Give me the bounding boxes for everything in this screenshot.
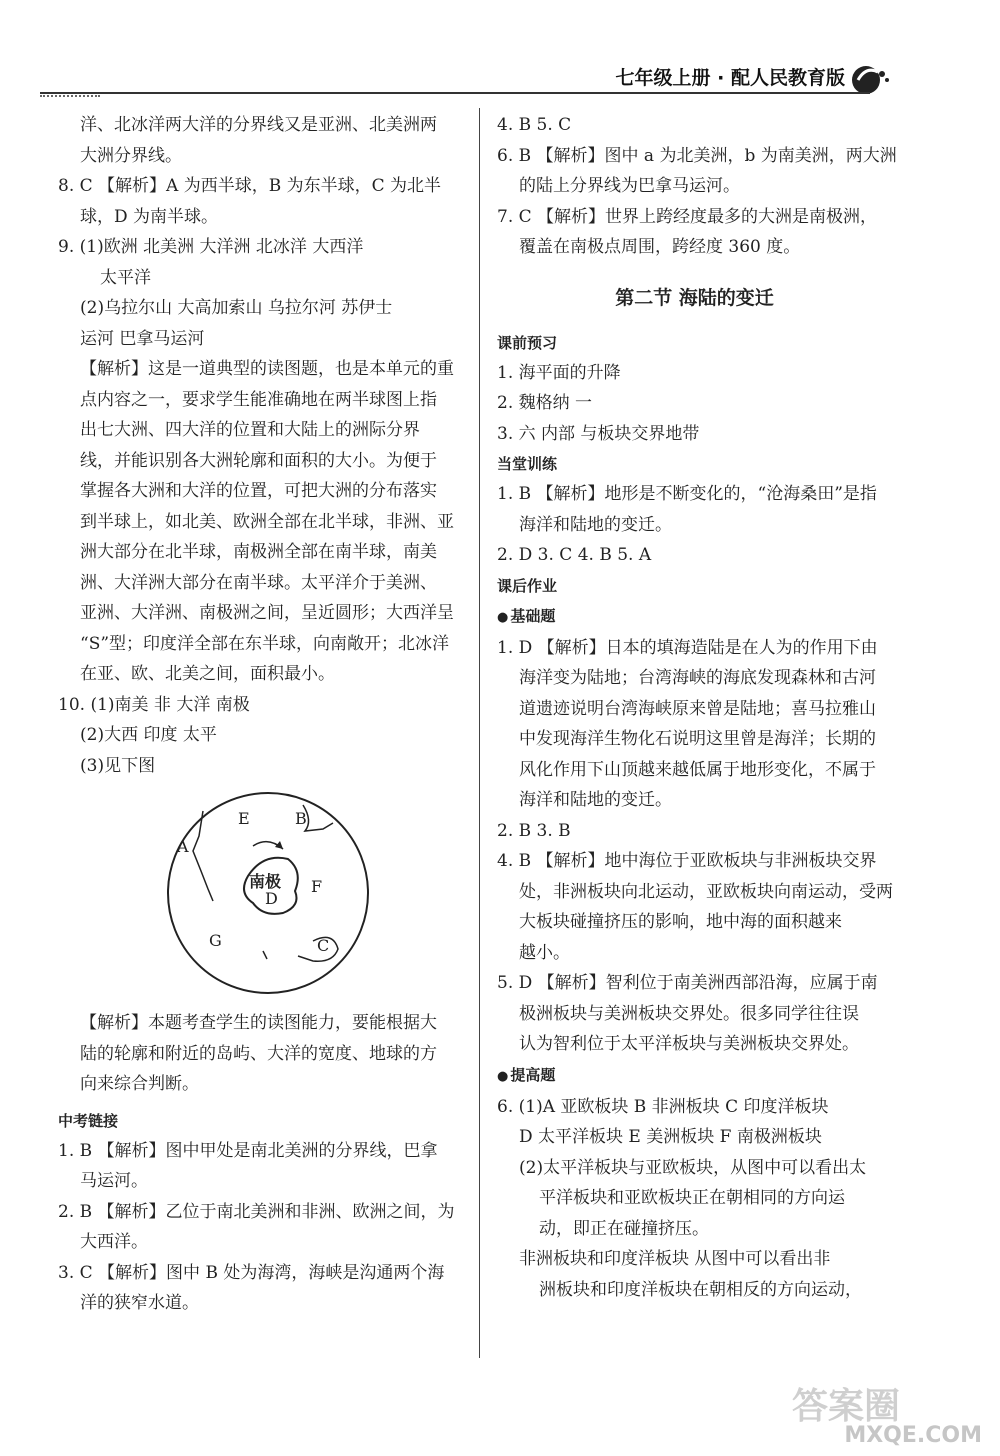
analysis-line: “S”型；印度洋全部在东半球，向南敞开；北冰洋 (80, 633, 450, 654)
analysis-line: 线，并能识别各大洲轮廓和面积的大小。为便于 (80, 450, 437, 471)
header-rule (40, 92, 870, 94)
text-line: 马运河。 (80, 1171, 148, 1191)
analysis-line: 出七大洲、四大洋的位置和大陆上的洲际分界 (80, 420, 420, 440)
analysis-line: 掌握各大洲和大洋的位置，可把大洲的分布落实 (80, 481, 437, 501)
text-line: 风化作用下山顶越来越低属于地形变化，不属于 (519, 759, 876, 780)
text-line: 大板块碰撞挤压的影响，地中海的面积越来 (519, 912, 842, 932)
figure-label-f: F (311, 877, 323, 896)
text-line: 大洲分界线。 (80, 145, 182, 166)
header-title: 七年级上册 · 配人民教育版 (615, 67, 845, 89)
text-line: (2)太平洋板块与亚欧板块，从图中可以看出太 (519, 1157, 867, 1178)
analysis-line: 陆的轮廓和附近的岛屿、大洋的宽度、地球的方 (80, 1043, 437, 1064)
preview-heading: 课前预习 (497, 333, 558, 352)
text-line: 极洲板块与美洲板块交界处。很多同学往往误 (519, 1003, 859, 1024)
analysis-line: 到半球上，如北美、欧洲全部在北半球，非洲、亚 (80, 511, 454, 532)
figure-label-c: C (317, 936, 330, 955)
analysis-line: 点内容之一，要求学生能准确地在两半球图上指 (80, 389, 437, 410)
homework-heading: 课后作业 (497, 576, 558, 595)
text-line: 道遗迹说明台湾海峡原来曾是陆地；喜马拉雅山 (519, 698, 876, 719)
text-line: 非洲板块和印度洋板块 从图中可以看出非 (519, 1249, 831, 1269)
text-line: 洲板块和印度洋板块在朝相反的方向运动， (539, 1279, 862, 1300)
basic-answer: 2. B 3. B (497, 820, 571, 841)
page-header (0, 0, 1000, 100)
preview-answer: 1. 海平面的升降 (497, 362, 621, 383)
text-line: 海洋和陆地的变迁。 (519, 790, 672, 810)
south-pole-map-figure (163, 791, 373, 996)
practice-answer: 1. B 【解析】地形是不断变化的，“沧海桑田”是指 (497, 484, 877, 504)
text-line: 的陆上分界线为巴拿马运河。 (519, 176, 740, 196)
text-line: 认为智利位于太平洋板块与美洲板块交界处。 (519, 1034, 859, 1054)
answer-8: 8. C 【解析】A 为西半球，B 为东半球，C 为北半 (58, 176, 442, 196)
text-line: 太平洋 (100, 267, 151, 288)
text-line: (2)乌拉尔山 大高加索山 乌拉尔河 苏伊士 (80, 298, 393, 318)
left-column (58, 110, 466, 1319)
analysis-line: 洲、大洋洲大部分在南半球。太平洋介于美洲、 (80, 572, 437, 593)
watermark (782, 1378, 982, 1448)
text-line: 动，即正在碰撞挤压。 (539, 1218, 709, 1239)
answer-9: 9. (1)欧洲 北美洲 大洋洲 北冰洋 大西洋 (58, 237, 364, 257)
text-line: 平洋板块和亚欧板块正在朝相同的方向运 (539, 1188, 845, 1208)
basic-answer: 1. D 【解析】日本的填海造陆是在人为的作用下由 (497, 637, 878, 658)
advanced-answer: 6. (1)A 亚欧板块 B 非洲板块 C 印度洋板块 (497, 1096, 829, 1117)
answer-10: 10. (1)南美 非 大洋 南极 (58, 694, 250, 715)
preview-answer: 2. 魏格纳 一 (497, 393, 593, 413)
figure-label-d: D (265, 889, 278, 908)
practice-answer: 2. D 3. C 4. B 5. A (497, 545, 652, 565)
text-line: 海洋变为陆地；台湾海峡的海底发现森林和古河 (519, 668, 876, 688)
text-line: 球，D 为南半球。 (80, 206, 219, 227)
zhongkao-answer: 3. C 【解析】图中 B 处为海湾，海峡是沟通两个海 (58, 1262, 445, 1283)
text-line: D 太平洋板块 E 美洲板块 F 南极洲板块 (519, 1127, 822, 1147)
text-line: 大西洋。 (80, 1232, 148, 1252)
watermark-cn: 答案圈 (792, 1386, 901, 1427)
column-divider (479, 108, 480, 1358)
analysis-line: 向来综合判断。 (80, 1074, 199, 1094)
text-line: 海洋和陆地的变迁。 (519, 514, 672, 535)
basic-heading: ● 基础题 (497, 601, 892, 633)
text-line: 洋的狭窄水道。 (80, 1293, 199, 1313)
text-line: 越小。 (519, 942, 570, 963)
text-line: (2)大西 印度 太平 (80, 725, 217, 745)
figure-label-south-pole: 南极 (249, 872, 282, 891)
right-column (497, 110, 897, 1305)
answer-line: 4. B 5. C (497, 115, 572, 135)
answer-line: 6. B 【解析】图中 a 为北美洲，b 为南美洲，两大洲 (497, 145, 897, 166)
text-line: 处，非洲板块向北运动，亚欧板块向南运动，受两 (519, 881, 893, 902)
analysis-line: 【解析】本题考查学生的读图能力，要能根据大 (80, 1013, 437, 1033)
advanced-heading: ● 提高题 (497, 1060, 892, 1092)
text-line: (3)见下图 (80, 755, 156, 776)
analysis-line: 洲大部分在北半球，南极洲全部在南半球，南美 (80, 542, 437, 562)
figure-label-b: B (295, 809, 307, 828)
basic-answer: 5. D 【解析】智利位于南美洲西部沿海，应属于南 (497, 973, 878, 993)
zhongkao-answer: 2. B 【解析】乙位于南北美洲和非洲、欧洲之间，为 (58, 1201, 455, 1222)
section-title: 第二节 海陆的变迁 (615, 286, 774, 309)
answer-line: 7. C 【解析】世界上跨经度最多的大洲是南极洲， (497, 206, 878, 227)
watermark-en: MXQE.COM (844, 1423, 982, 1448)
zhongkao-heading: 中考链接 (58, 1111, 119, 1130)
practice-heading: 当堂训练 (497, 455, 558, 473)
basic-answer: 4. B 【解析】地中海位于亚欧板块与非洲板块交界 (497, 851, 877, 871)
header-dots (40, 95, 100, 97)
text-line: 洋、北冰洋两大洋的分界线又是亚洲、北美洲两 (80, 115, 437, 135)
text-line: 运河 巴拿马运河 (80, 328, 205, 349)
zhongkao-answer: 1. B 【解析】图中甲处是南北美洲的分界线，巴拿 (58, 1140, 438, 1161)
figure-label-g: G (209, 931, 222, 950)
figure-label-e: E (238, 809, 250, 828)
text-line: 覆盖在南极点周围，跨经度 360 度。 (519, 237, 801, 257)
analysis-line: 在亚、欧、北美之间，面积最小。 (80, 664, 335, 684)
text-line: 中发现海洋生物化石说明这里曾是海洋；长期的 (519, 729, 876, 749)
analysis-line: 【解析】这是一道典型的读图题，也是本单元的重 (80, 359, 454, 379)
figure-label-a: A (177, 837, 189, 856)
analysis-line: 亚洲、大洋洲、南极洲之间，呈近圆形；大西洋呈 (80, 603, 454, 623)
preview-answer: 3. 六 内部 与板块交界地带 (497, 423, 700, 444)
